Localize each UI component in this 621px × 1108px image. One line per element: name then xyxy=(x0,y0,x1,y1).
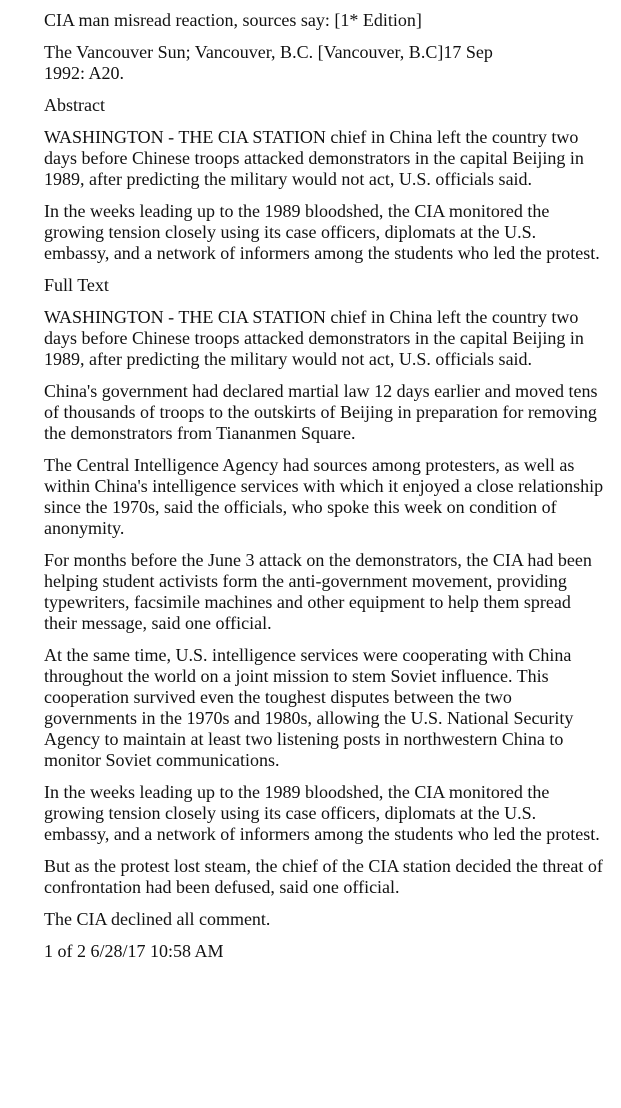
fulltext-heading: Full Text xyxy=(44,275,109,295)
fulltext-paragraph: China's government had declared martial law 12 days earlier and moved tens of thousands of troops to the outskirts of Beijing in preparation for removing the demonstrators from Tiananmen Square. xyxy=(44,381,598,443)
fulltext-paragraph: In the weeks leading up to the 1989 bloodshed, the CIA monitored the growing tension closely using its case officers, diplomats at the U.S. embassy, and a network of informers among the students who led the protest. xyxy=(44,782,600,844)
article-title: CIA man misread reaction, sources say: [1* Edition] xyxy=(44,10,422,30)
fulltext-paragraph: At the same time, U.S. intelligence services were cooperating with China throughout the world on a joint mission to stem Soviet influence. This cooperation survived even the toughest disputes between the two governments in the 1970s and 1980s, allowing the U.S. National Security Agency to maintain at least two listening posts in northwestern China to monitor Soviet communications. xyxy=(44,645,574,770)
document-page xyxy=(44,10,604,973)
source-line-2: 1992: A20. xyxy=(44,63,125,83)
page-footer: 1 of 2 6/28/17 10:58 AM xyxy=(44,941,224,961)
source-citation xyxy=(44,42,604,84)
fulltext-paragraph: WASHINGTON - THE CIA STATION chief in China left the country two days before Chinese troops attacked demonstrators in the capital Beijing in 1989, after predicting the military would not act, U.S. officials said. xyxy=(44,307,584,369)
fulltext-paragraph: The Central Intelligence Agency had sources among protesters, as well as within China's intelligence services with which it enjoyed a close relationship since the 1970s, said the officials, who spoke this week on condition of anonymity. xyxy=(44,455,604,538)
abstract-paragraph: WASHINGTON - THE CIA STATION chief in China left the country two days before Chinese troops attacked demonstrators in the capital Beijing in 1989, after predicting the military would not act, U.S. officials said. xyxy=(44,127,584,189)
fulltext-paragraph: For months before the June 3 attack on the demonstrators, the CIA had been helping student activists form the anti-government movement, providing typewriters, facsimile machines and other equipment to help them spread their message, said one official. xyxy=(44,550,592,633)
source-line-1: The Vancouver Sun; Vancouver, B.C. [Vancouver, B.C]17 Sep xyxy=(44,42,493,62)
fulltext-paragraph: The CIA declined all comment. xyxy=(44,909,271,929)
abstract-paragraph: In the weeks leading up to the 1989 bloodshed, the CIA monitored the growing tension closely using its case officers, diplomats at the U.S. embassy, and a network of informers among the students who led the protest. xyxy=(44,201,600,263)
fulltext-paragraph: But as the protest lost steam, the chief of the CIA station decided the threat of confrontation had been defused, said one official. xyxy=(44,856,603,897)
abstract-heading: Abstract xyxy=(44,95,105,115)
